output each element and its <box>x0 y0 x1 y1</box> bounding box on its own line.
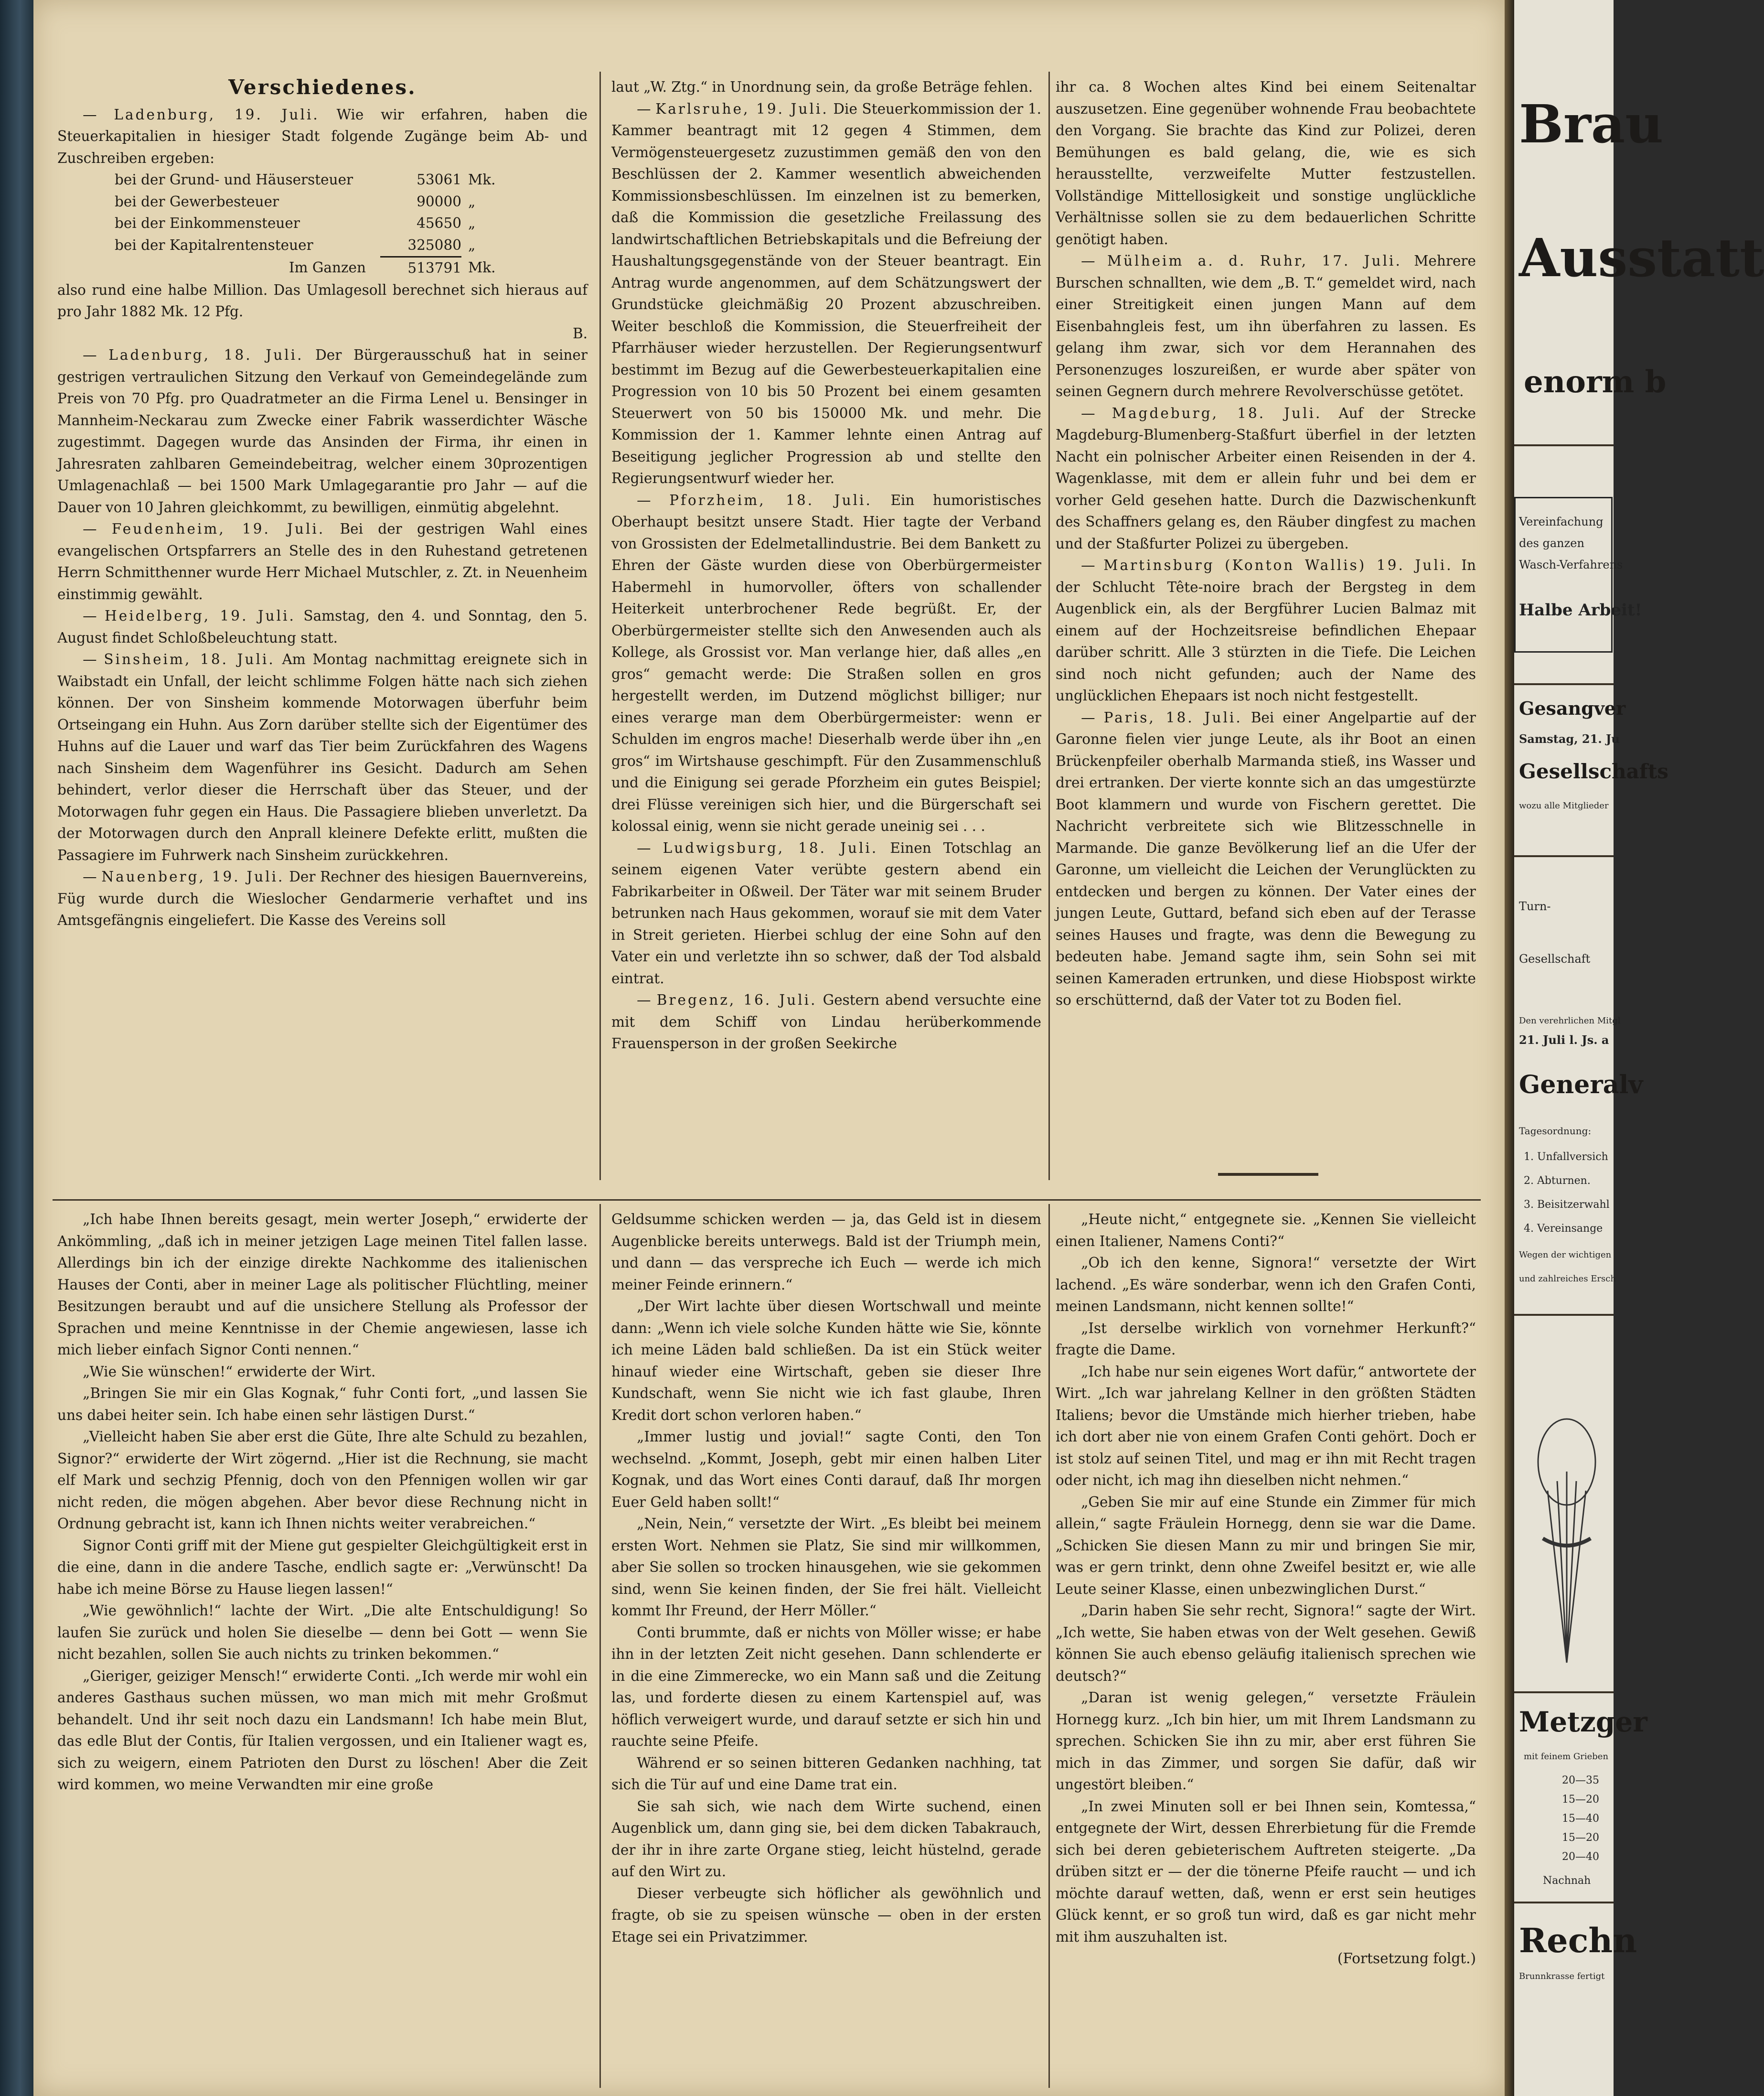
table-row <box>115 235 506 257</box>
article-ladenburg-2: — Ladenburg, 18. Juli. Der Bürgerausschuß hat in seiner gestrigen vertraulichen Sitzung den Verkauf von Gemeindegelände zum Preis von 70 Pfg. pro Quadratmeter an die Firma Lenel u. Bensinger in Mannheim-Neckarau zum Zwecke einer Fabrik wasserdichter Wäsche zugestimmt. Dagegen wurde das Ansinden der Firma, ihr einen in Jahresraten zahlbaren Gemeindebeitrag, welcher einem 30prozentigen Umlagenachlaß — bei 1500 Mark Umlagegarantie pro Jahr — auf die Dauer von 10 Jahren gleichkommt, zu bewilligen, einmütig abgelehnt. <box>57 347 588 516</box>
ad-text: 4. Vereinsange <box>1524 1223 1603 1235</box>
story-column-2 <box>611 1209 1041 1948</box>
table-row <box>115 213 506 235</box>
article-feudenheim: — Feudenheim, 19. Juli. Bei der gestrigen Wahl eines evangelischen Ortspfarrers an Stelle des in den Ruhestand getretenen Herrn Schmitthenner wurde Herr Michael Mutschler, z. Zt. in Neuenheim einstimmig gewählt. <box>57 521 588 602</box>
total-unit: Mk. <box>468 259 496 276</box>
tax-value: 325080 <box>407 236 461 253</box>
article-text-cont: laut „W. Ztg.“ in Unordnung sein, da große Beträge fehlen. <box>611 79 1033 95</box>
ad-text: Gesangver <box>1519 698 1626 719</box>
ad-text: und zahlreiches Ersch <box>1519 1274 1616 1284</box>
story-paragraph: Geldsumme schicken werden — ja, das Geld ist in diesem Augenblicke bereits unterwegs. Bald ist der Triumph mein, und dann — das verspreche ich Euch — werde ich mich meiner Feinde erinnern.“ <box>611 1211 1041 1293</box>
story-paragraph: „Bringen Sie mir ein Glas Kognak,“ fuhr Conti fort, „und lassen Sie uns dabei heiter sein. Ich habe einen sehr lästigen Durst.“ <box>57 1385 588 1423</box>
ad-text: des ganzen <box>1519 537 1584 550</box>
article-pforzheim: — Pforzheim, 18. Juli. Ein humoristisches Oberhaupt besitzt unsere Stadt. Hier tagte der Verband von Grossisten der Edelmetallindustrie. Bei dem Bankett zu Ehren der Gäste wurden diese von Oberbürgermeister Habermehl in humorvoller, öfters von schallender Heiterkeit unterbrochener Rede begrüßt. Er, der Oberbürgermeister stellte sich den Anwesenden auch als Kollege, als Grossist vor. Man verlange hier, daß alles „en gros“ gemacht werde: Die Straßen sollen en gros hergestellt werden, im Dutzend möglichst billiger; nur eines verarge man dem Oberbürgermeister: wenn er Schulden im engros mache! Dieserhalb werde über ihn „en gros“ im Wirtshause geschimpft. Für den Zusammenschluß und die Einigung sei gerade Pforzheim ein gutes Beispiel; drei Flüsse vereinigen sich hier, und die Bürgerschaft sei kolossal einig, wenn sie nicht gerade uneinig sei . . . <box>611 492 1041 834</box>
story-paragraph: „Geben Sie mir auf eine Stunde ein Zimmer für mich allein,“ sagte Fräulein Hornegg, denn sie war die Dame. „Schicken Sie diesen Mann zu mir und bringen Sie mir, was er gern trinkt, denn ohne Zweifel besitzt er, wie alle Leute seiner Klasse, einen unbezwinglichen Durst.“ <box>1056 1494 1476 1597</box>
story-paragraph: „Darin haben Sie sehr recht, Signora!“ sagte der Wirt. „Ich wette, Sie haben etwas von der Welt gesehen. Gewiß können Sie auch ebenso geläufig italienisch sprechen wie deutsch?“ <box>1056 1602 1476 1684</box>
ad-divider <box>1514 1902 1614 1903</box>
signature: B. <box>572 325 588 342</box>
column-divider <box>599 72 601 1180</box>
tax-unit: „ <box>468 193 476 210</box>
ad-price: 15—20 <box>1562 1794 1599 1806</box>
ad-text: Rechn <box>1519 1921 1637 1960</box>
story-paragraph: „Ist derselbe wirklich von vornehmer Herkunft?“ fragte die Dame. <box>1056 1320 1476 1358</box>
article-text: Wie wir erfahren, haben die Steuerkapitalien in hiesiger Stadt folgende Zugänge beim Ab- und Zuschreiben ergeben: <box>57 106 588 166</box>
article-text: Die Steuerkommission der 1. Kammer beantragt mit 12 gegen 4 Stimmen, dem Vermögensteuergesetz zuzustimmen gemäß den von den Beschlüssen der 2. Kammer wesentlich abweichenden Kommissionsbeschlüssen. Im einzelnen ist zu bemerken, daß die Kommission die gesetzliche Freilassung des landwirtschaftlichen Betriebskapitals und die Befreiung der Haushaltungsgegenstände von der Steuer beantragt. Ein Antrag wurde angenommen, auf dem Schätzungswert der Grundstücke gleichmäßig 20 Prozent abzuschreiben. Weiter beschloß die Kommission, die Steuerfreiheit der Pfarrhäuser wieder herzustellen. Der Regierungsentwurf bestimmt im Bezug auf die Gewerbesteuerkapitalien eine Progression von 10 bis 50 Prozent bei einem gesamten Steuerwert von 50 bis 150000 Mk. und mehr. Die Kommission der 1. Kammer lehnte einen Antrag auf Beseitigung jeglicher Progression ab und stellte den Regierungsentwurf wieder her. <box>611 100 1041 486</box>
ad-price: 15—20 <box>1562 1832 1599 1844</box>
article-text: Ein humoristisches Oberhaupt besitzt unsere Stadt. Hier tagte der Verband von Grossisten der Edelmetallindustrie. Bei dem Bankett zu Ehren der Gäste wurden diese von Oberbürgermeister Habermehl in humorvoller, öfters von schallender Heiterkeit unterbrochener Rede begrüßt. Er, der Oberbürgermeister stellte sich den Anwesenden auch als Kollege, als Grossist vor. Man verlange hier, daß alles „en gros“ gemacht werde: Die Straßen sollen en gros hergestellt werden, im Dutzend möglichst billiger; nur eines verarge man dem Oberbürgermeister: wenn er Schulden im engros mache! Dieserhalb werde über ihn „en gros“ im Wirtshause geschimpft. Für den Zusammenschluß und die Einigung sei gerade Pforzheim ein gutes Beispiel; drei Flüsse vereinigen sich hier, und die Bürgerschaft sei kolossal einig, wenn sie nicht gerade uneinig sei . . . <box>611 492 1041 834</box>
tax-table <box>115 169 506 279</box>
ad-text: Wegen der wichtigen <box>1519 1250 1612 1260</box>
ad-text: Generalv <box>1519 1070 1643 1099</box>
feuilleton-divider <box>53 1199 1481 1201</box>
article-text: Bei einer Angelpartie auf der Garonne fielen vier junge Leute, als ihr Boot an einen Brückenpfeiler oberhalb Marmanda stieß, ins Wasser und drei ertranken. Der vierte konnte sich an das umgestürzte Boot klammern und wurde von Fischern gerettet. Die Nachricht verbreitete sich wie Blitzesschnelle in Marmande. Die ganze Bevölkerung lief an die Ufer der Garonne, um vielleicht die Leichen der Verunglückten zu entdecken und bergen zu können. Der Vater eines der jungen Leute, Guttard, befand sich eben auf der Terasse seines Hauses und fragte, was denn die Bewegung zu bedeuten habe. Jemand sagte ihm, sein Sohn sei mit seinen Kameraden ertrunken, und diese Hiobspost wirkte so erschütternd, daß der Vater tot zu Boden fiel. <box>1056 709 1476 1008</box>
tax-label: bei der Einkommensteuer <box>115 215 300 231</box>
article-text: Einen Totschlag an seinem eigenen Vater verübte gestern abend ein Fabrikarbeiter in Oßweil. Der Täter war mit seinem Bruder betrunken nach Haus gekommen, worauf sie mit dem Vater in Streit gerieten. Hierbei schlug der eine Sohn auf den Vater ein und verletzte ihn so schwer, daß der Tod alsbald eintrat. <box>611 839 1041 987</box>
dateline: Feudenheim, 19. Juli. <box>111 521 325 537</box>
article-text-cont: also rund eine halbe Million. Das Umlagesoll berechnet sich hieraus auf pro Jahr 1882 Mk. 12 Pfg. <box>57 281 588 320</box>
ad-divider <box>1514 683 1614 685</box>
ad-headline: enorm b <box>1524 364 1667 400</box>
article-muelheim: — Mülheim a. d. Ruhr, 17. Juli. Mehrere Burschen schnallten, wie dem „B. T.“ gemeldet wird, nach einer Streitigkeit einen jungen Mann auf dem Eisenbahngleis fest, um ihn überfahren zu lassen. Es gelang ihm zwar, sich vor dem Herannahen des Personenzuges loszureißen, er wurde aber später von seinen Gegnern durch mehrere Revolverschüsse getötet. <box>1056 253 1476 399</box>
table-row <box>115 191 506 213</box>
continuation-note: (Fortsetzung folgt.) <box>1337 1950 1476 1967</box>
ad-text: Vereinfachung <box>1519 515 1604 528</box>
story-column-1 <box>57 1209 588 1796</box>
tax-unit: „ <box>468 237 476 254</box>
ad-text: Gesellschafts <box>1519 760 1668 783</box>
book-binding <box>0 0 33 2096</box>
story-column-3 <box>1056 1209 1476 1970</box>
article-text: Auf der Strecke Magdeburg-Blumenberg-Staßfurt überfiel in der letzten Nacht ein polnischer Arbeiter einen Reisenden in der 4. Wagenklasse, mit dem er allein fuhr und bei dem er vorher Geld gesehen hatte. Durch die Dazwischenkunft des Schaffners gelang es, den Räuber dingfest zu machen und der Staßfurter Polizei zu übergeben. <box>1056 405 1476 552</box>
article-karlsruhe: — Karlsruhe, 19. Juli. Die Steuerkommission der 1. Kammer beantragt mit 12 gegen 4 Stimmen, dem Vermögensteuergesetz zuzustimmen gemäß den von den Beschlüssen der 2. Kammer wesentlich abweichenden Kommissionsbeschlüssen. Im einzelnen ist zu bemerken, daß die Kommission die gesetzliche Freilassung des landwirtschaftlichen Betriebskapitals und die Befreiung der Haushaltungsgegenstände von der Steuer beantragt. Ein Antrag wurde angenommen, auf dem Schätzungswert der Grundstücke gleichmäßig 20 Prozent abzuschreiben. Weiter beschloß die Kommission, die Steuerfreiheit der Pfarrhäuser wieder herzustellen. Der Regierungsentwurf bestimmt im Bezug auf die Gewerbesteuerkapitalien eine Progression von 10 bis 50 Prozent bei einem gesamten Steuerwert von 50 bis 150000 Mk. und mehr. Die Kommission der 1. Kammer lehnte einen Antrag auf Beseitigung jeglicher Progression ab und stellte den Regierungsentwurf wieder her. <box>611 100 1041 486</box>
ad-text: 21. Juli l. Js. a <box>1519 1033 1609 1047</box>
story-paragraph: Sie sah sich, wie nach dem Wirte suchend, einen Augenblick um, dann ging sie, bei dem dicken Tabakrauch, der ihr in ihre zarte Organe stieg, leicht hüstelnd, gerade auf den Wirt zu. <box>611 1798 1041 1880</box>
ad-text: wozu alle Mitglieder <box>1519 801 1609 811</box>
ad-text: Gesellschaft <box>1519 952 1591 966</box>
story-paragraph: „Ich habe Ihnen bereits gesagt, mein werter Joseph,“ erwiderte der Ankömmling, „daß ich in meiner jetzigen Lage meinen Titel fallen lasse. Allerdings bin ich der einzige direkte Nachkomme des italienischen Hauses der Conti, aber in meiner Lage als politischer Flüchtling, meiner Besitzungen beraubt und auf die unsichere Stellung als Professor der Sprachen und meine Kenntnisse in der Chemie angewiesen, lasse ich mich lieber einfach Signor Conti nennen.“ <box>57 1211 588 1358</box>
column-divider <box>1048 1204 1050 2088</box>
dateline: Paris, 18. Juli. <box>1103 709 1242 726</box>
tax-label: bei der Gewerbesteuer <box>115 193 279 210</box>
dateline: Heidelberg, 19. Juli. <box>105 608 296 624</box>
story-paragraph: „Ich habe nur sein eigenes Wort dafür,“ antwortete der Wirt. „Ich war jahrelang Kellner in den größten Städten Italiens; bevor die Umstände mich hierher trieben, habe ich dort aber nie von einem Grafen Conti gehört. Doch er ist stolz auf seinen Titel, und mag er ihn mit Recht tragen oder nicht, ich mag ihn dieselben nicht nehmen.“ <box>1056 1363 1476 1488</box>
story-paragraph: „Vielleicht haben Sie aber erst die Güte, Ihre alte Schuld zu bezahlen, Signor?“ erwiderte der Wirt zögernd. „Hier ist die Rechnung, sie macht elf Mark und sechzig Pfennig, doch von den Pfennigen wollen wir gar nicht reden, die mögen abgehen. Aber bevor diese Rechnung nicht in Ordnung gebracht ist, kann ich Ihnen nichts weiter verabreichen.“ <box>57 1429 588 1532</box>
column-divider <box>599 1204 601 2088</box>
story-paragraph: „Immer lustig und jovial!“ sagte Conti, den Ton wechselnd. „Kommt, Joseph, gebt mir einen halben Liter Kognak, und das Wort eines Conti darauf, daß Ihr morgen Euer Geld haben sollt!“ <box>611 1429 1041 1510</box>
dateline: Mülheim a. d. Ruhr, 17. Juli. <box>1107 253 1402 269</box>
ad-price: 20—35 <box>1562 1774 1599 1786</box>
ad-text: Wasch-Verfahrens <box>1519 558 1623 571</box>
column-divider <box>1048 72 1050 1180</box>
article-text: Samstag, den 4. und Sonntag, den 5. August findet Schloßbeleuchtung statt. <box>57 608 588 646</box>
ad-text: 3. Beisitzerwahl <box>1524 1199 1610 1211</box>
story-paragraph: „Daran ist wenig gelegen,“ versetzte Fräulein Hornegg kurz. „Ich bin hier, um mit Ihrem Landsmann zu sprechen. Schicken Sie ihn zu mir, aber erst führen Sie mich in das Zimmer, und sorgen Sie dafür, daß wir ungestört bleiben.“ <box>1056 1689 1476 1793</box>
ad-headline: Brau <box>1519 93 1664 155</box>
column-1 <box>57 76 588 932</box>
ad-text: Metzger <box>1519 1706 1647 1738</box>
column-2 <box>611 76 1041 1055</box>
article-magdeburg: — Magdeburg, 18. Juli. Auf der Strecke Magdeburg-Blumenberg-Staßfurt überfiel in der letzten Nacht ein polnischer Arbeiter einen Reisenden in der 4. Wagenklasse, mit dem er allein fuhr und bei dem er vorher Geld gesehen hatte. Durch die Dazwischenkunft des Schaffners gelang es, den Räuber dingfest zu machen und der Staßfurter Polizei zu übergeben. <box>1056 405 1476 552</box>
column-3 <box>1056 76 1476 1011</box>
article-text-cont: ihr ca. 8 Wochen altes Kind bei einem Seitenaltar auszusetzen. Eine gegenüber wohnende Frau beobachtete den Vorgang. Sie brachte das Kind zur Polizei, deren Bemühungen es bald gelang, die, wie es sich herausstellte, verzweifelte Mutter festzustellen. Vollständige Mittellosigkeit und sonstige unglückliche Verhältnisse sollen sie zu dem bedauerlichen Schritte genötigt haben. <box>1056 79 1476 247</box>
dateline: Pforzheim, 18. Juli. <box>669 492 872 508</box>
article-text: Am Montag nachmittag ereignete sich in Waibstadt ein Unfall, der leicht schlimme Folgen hätte nach sich ziehen können. Der von Sinsheim kommende Motorwagen überfuhr beim Ortseingang ein Huhn. Aus Zorn darüber stellte sich der Eigentümer des Huhns auf die Lauer und warf das Tier beim Zurückfahren des Wagens nach Sinsheim dem Wagenführer ins Gesicht. Dadurch am Sehen behindert, verlor dieser die Herrschaft über das Steuer, und der Motorwagen fuhr gegen ein Haus. Die Passagiere blieben unverletzt. Da der Motorwagen durch den Anprall kleinere Defekte erlitt, mußten die Passagiere im Fuhrwerk nach Sinsheim zurückkehren. <box>57 651 588 863</box>
table-row-total <box>115 257 506 279</box>
ad-divider <box>1514 444 1614 446</box>
ad-divider <box>1514 1314 1614 1316</box>
article-paris: — Paris, 18. Juli. Bei einer Angelpartie auf der Garonne fielen vier junge Leute, als ihr Boot an einen Brückenpfeiler oberhalb Marmanda stieß, ins Wasser und drei ertranken. Der vierte konnte sich an das umgestürzte Boot klammern und wurde von Fischern gerettet. Die Nachricht verbreitete sich wie Blitzesschnelle in Marmande. Die ganze Bevölkerung lief an die Ufer der Garonne, um vielleicht die Leichen der Verunglückten zu entdecken und bergen zu können. Der Vater eines der jungen Leute, Guttard, befand sich eben auf der Terasse seines Hauses und fragte, was denn die Bewegung zu bedeuten habe. Jemand sagte ihm, sein Sohn sei mit seinen Kameraden ertrunken, und diese Hiobspost wirkte so erschütternd, daß der Vater tot zu Boden fiel. <box>1056 709 1476 1008</box>
article-text: Der Rechner des hiesigen Bauernvereins, Füg wurde durch die Wieslocher Gendarmerie verhaftet und ins Amtsgefängnis eingeliefert. Die Kasse des Vereins soll <box>57 869 588 928</box>
section-title: Verschiedenes. <box>228 75 417 99</box>
book-gutter <box>1505 0 1514 2096</box>
dateline: Bregenz, 16. Juli. <box>656 992 817 1008</box>
tax-value: 53061 <box>417 172 461 188</box>
story-paragraph: „In zwei Minuten soll er bei Ihnen sein, Komtessa,“ entgegnete der Wirt, dessen Ehrerbietung für die Fremde sich bei deren gebieterischem Auftreten steigerte. „Da drüben sitzt er — der die tönerne Pfeife raucht — und ich möchte darauf wetten, daß, wenn er erst sein heutiges Glück kennt, er so groß tun wird, daß es gar nicht mehr mit ihm auszuhalten ist. <box>1056 1798 1476 1945</box>
story-paragraph: „Wie gewöhnlich!“ lachte der Wirt. „Die alte Entschuldigung! So laufen Sie zurück und holen Sie dieselbe — denn bei Gott — wenn Sie nicht bezahlen, sollen Sie auch nichts zu trinken bekommen.“ <box>57 1602 588 1662</box>
story-paragraph: „Wie Sie wünschen!“ erwiderte der Wirt. <box>83 1363 376 1380</box>
table-row <box>115 169 506 191</box>
article-text: Der Bürgerausschuß hat in seiner gestrigen vertraulichen Sitzung den Verkauf von Gemeindegelände zum Preis von 70 Pfg. pro Quadratmeter an die Firma Lenel u. Bensinger in Mannheim-Neckarau zum Zwecke einer Fabrik wasserdichter Wäsche zugestimmt. Dagegen wurde das Ansinden der Firma, ihr einen in Jahresraten zahlbaren Gemeindebeitrag, welcher einem 30prozentigen Umlagenachlaß — bei 1500 Mark Umlagegarantie pro Jahr — auf die Dauer von 10 Jahren gleichkommt, zu bewilligen, einmütig abgelehnt. <box>57 347 588 516</box>
ad-text: Brunnkrasse fertigt <box>1519 1971 1605 1981</box>
ad-divider <box>1514 1691 1614 1693</box>
dateline: Sinsheim, 18. Juli. <box>104 651 275 667</box>
article-text: Bei der gestrigen Wahl eines evangelischen Ortspfarrers an Stelle des in den Ruhestand getretenen Herrn Schmitthenner wurde Herr Michael Mutschler, z. Zt. in Neuenheim einstimmig gewählt. <box>57 521 588 602</box>
sheaf-illustration <box>1529 1338 1605 1672</box>
ad-headline: Ausstatt <box>1519 227 1764 289</box>
total-label: Im Ganzen <box>289 259 366 276</box>
ad-price: 15—40 <box>1562 1813 1599 1825</box>
ad-text: mit feinem Grieben <box>1524 1752 1609 1762</box>
article-nauenberg: — Nauenberg, 19. Juli. Der Rechner des hiesigen Bauernvereins, Füg wurde durch die Wieslocher Gendarmerie verhaftet und ins Amtsgefängnis eingeliefert. Die Kasse des Vereins soll <box>57 869 588 928</box>
story-paragraph: Conti brummte, daß er nichts von Möller wisse; er habe ihn in der letzten Zeit nicht gesehen. Dann schlenderte er in die eine Zimmerecke, wo ein Mann saß und die Zeitung las, und forderte diesen zu einem Kartenspiel auf, was höflich verweigert wurde, und darauf setzte er sich hin und rauchte seine Pfeife. <box>611 1624 1041 1749</box>
tax-value: 90000 <box>417 193 461 210</box>
ad-text: Tagesordnung: <box>1519 1125 1592 1137</box>
tax-unit: Mk. <box>468 172 496 188</box>
story-paragraph: „Gieriger, geiziger Mensch!“ erwiderte Conti. „Ich werde mir wohl ein anderes Gasthaus suchen müssen, wo man mich mit mehr Großmut behandelt. Und ihr seit noch dazu ein Landsmann! Ich habe mein Blut, das edle Blut der Contis, für Italien vergossen, und ein Italiener wagt es, sich zu weigern, einem Patrioten den Durst zu löschen! Aber die Zeit wird kommen, wo meine Verwandten mir eine große <box>57 1667 588 1793</box>
article-martinsburg: — Martinsburg (Konton Wallis) 19. Juli. In der Schlucht Tête-noire brach der Bergsteg in dem Augenblick ein, als der Bergführer Lucien Balmaz mit einem auf der Hochzeitsreise befindlichen Ehepaar darüber schritt. Alle 3 stürzten in die Tiefe. Die Leichen sind noch nicht gefunden; auch der Name des unglücklichen Ehepaars ist noch nicht festgestellt. <box>1056 557 1476 704</box>
article-heidelberg: — Heidelberg, 19. Juli. Samstag, den 4. und Sonntag, den 5. August findet Schloßbeleuchtung statt. <box>57 608 588 646</box>
story-paragraph: „Ob ich den kenne, Signora!“ versetzte der Wirt lachend. „Es wäre sonderbar, wenn ich den Grafen Conti, meinen Landsmann, nicht kennen sollte!“ <box>1056 1255 1476 1314</box>
article-text: Gestern abend versuchte eine mit dem Schiff von Lindau herüberkommende Frauensperson in der großen Seekirche <box>611 992 1041 1052</box>
ad-text: Halbe Arbeit! <box>1519 601 1642 620</box>
dateline: Karlsruhe, 19. Juli. <box>655 100 829 117</box>
story-paragraph: „Heute nicht,“ entgegnete sie. „Kennen Sie vielleicht einen Italiener, Namens Conti?“ <box>1056 1211 1476 1249</box>
dateline: Ludwigsburg, 18. Juli. <box>663 839 878 856</box>
tax-label: bei der Kapitalrentensteuer <box>115 237 313 254</box>
tax-unit: „ <box>468 215 476 231</box>
article-ludwigsburg: — Ludwigsburg, 18. Juli. Einen Totschlag an seinem eigenen Vater verübte gestern abend ein Fabrikarbeiter in Oßweil. Der Täter war mit seinem Bruder betrunken nach Haus gekommen, worauf sie mit dem Vater in Streit gerieten. Hierbei schlug der eine Sohn auf den Vater ein und verletzte ihn so schwer, daß der Tod alsbald eintrat. <box>611 839 1041 987</box>
article-bregenz: — Bregenz, 16. Juli. Gestern abend versuchte eine mit dem Schiff von Lindau herüberkommende Frauensperson in der großen Seekirche <box>611 992 1041 1052</box>
story-paragraph: „Der Wirt lachte über diesen Wortschwall und meinte dann: „Wenn ich viele solche Kunden hätte wie Sie, könnte ich meine Läden bald schließen. Da ist ein Stück weiter hinauf wieder eine Wirtschaft, geben sie dieser Ihre Kundschaft, wenn Sie nicht wie ich fast glaube, Ihren Kredit dort schon verloren haben.“ <box>611 1298 1041 1423</box>
ad-text: 2. Abturnen. <box>1524 1175 1591 1187</box>
article-text: Mehrere Burschen schnallten, wie dem „B. T.“ gemeldet wird, nach einer Streitigkeit einen jungen Mann auf dem Eisenbahngleis fest, um ihn überfahren zu lassen. Es gelang ihm zwar, sich vor dem Herannahen des Personenzuges loszureißen, er wurde aber später von seinen Gegnern durch mehrere Revolverschüsse getötet. <box>1056 253 1476 399</box>
ad-text: Nachnah <box>1543 1875 1591 1887</box>
dateline: Ladenburg, 18. Juli. <box>108 347 304 363</box>
article-text: In der Schlucht Tête-noire brach der Bergsteg in dem Augenblick ein, als der Bergführer Lucien Balmaz mit einem auf der Hochzeitsreise befindlichen Ehepaar darüber schritt. Alle 3 stürzten in die Tiefe. Die Leichen sind noch nicht gefunden; auch der Name des unglücklichen Ehepaars ist noch nicht festgestellt. <box>1056 557 1476 704</box>
dateline: Magdeburg, 18. Juli. <box>1112 405 1322 421</box>
story-paragraph: Während er so seinen bitteren Gedanken nachhing, tat sich die Tür auf und eine Dame trat ein. <box>611 1754 1041 1793</box>
article-ladenburg-1: — Ladenburg, 19. Juli. Wie wir erfahren, haben die Steuerkapitalien in hiesiger Stadt folgende Zugänge beim Ab- und Zuschreiben ergeben: <box>57 106 588 166</box>
story-paragraph: Dieser verbeugte sich höflicher als gewöhnlich und fragte, ob sie zu speisen wünsche — oben in der ersten Etage sei ein Privatzimmer. <box>611 1885 1041 1945</box>
dateline: Martinsburg (Konton Wallis) 19. Juli. <box>1103 557 1453 573</box>
ad-price: 20—40 <box>1562 1851 1599 1863</box>
tax-value: 45650 <box>417 215 461 231</box>
ad-text: 1. Unfallversich <box>1524 1151 1608 1163</box>
ad-text: Den verehrlichen Mitgl <box>1519 1016 1621 1026</box>
ad-text: Samstag, 21. Ju <box>1519 732 1620 746</box>
tax-label: bei der Grund- und Häusersteuer <box>115 172 353 188</box>
adjacent-page <box>1514 0 1764 2096</box>
dateline: Ladenburg, 19. Juli. <box>114 106 320 123</box>
story-paragraph: „Nein, Nein,“ versetzte der Wirt. „Es bleibt bei meinem ersten Wort. Nehmen sie Platz, Sie sind mir willkommen, aber Sie sollen so trocken hinausgehen, wie sie gekommen sind, wenn Sie keinen finden, der Sie frei hält. Vielleicht kommt Ihr Freund, der Herr Möller.“ <box>611 1516 1041 1619</box>
ad-text: Turn- <box>1519 900 1551 913</box>
ad-divider <box>1514 855 1614 857</box>
dateline: Nauenberg, 19. Juli. <box>101 869 285 885</box>
story-paragraph: Signor Conti griff mit der Miene gut gespielter Gleichgültigkeit erst in die eine, dann in die andere Tasche, endlich sagte er: „Verwünscht! Da habe ich meine Börse zu Hause liegen lassen!“ <box>57 1537 588 1597</box>
article-sinsheim: — Sinsheim, 18. Juli. Am Montag nachmittag ereignete sich in Waibstadt ein Unfall, der leicht schlimme Folgen hätte nach sich ziehen können. Der von Sinsheim kommende Motorwagen überfuhr beim Ortseingang ein Huhn. Aus Zorn darüber stellte sich der Eigentümer des Huhns auf die Lauer und warf das Tier beim Zurückfahren des Wagens nach Sinsheim dem Wagenführer ins Gesicht. Dadurch am Sehen behindert, verlor dieser die Herrschaft über das Steuer, und der Motorwagen fuhr gegen ein Haus. Die Passagiere blieben unverletzt. Da der Motorwagen durch den Anprall kleinere Defekte erlitt, mußten die Passagiere im Fuhrwerk nach Sinsheim zurückkehren. <box>57 651 588 863</box>
total-value: 513791 <box>380 257 461 279</box>
article-end-rule <box>1218 1173 1318 1176</box>
